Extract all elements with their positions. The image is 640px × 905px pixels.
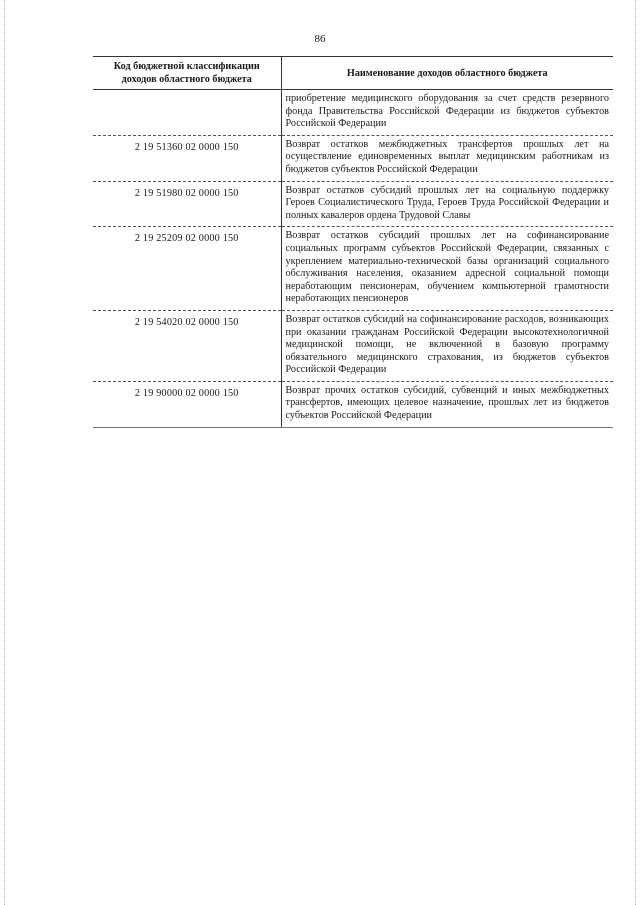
table-row — [93, 227, 613, 311]
table-row — [93, 90, 613, 136]
code-cell: 2 19 54020 02 0000 150 — [93, 310, 281, 381]
name-column-header: Наименование доходов областного бюджета — [281, 57, 613, 90]
code-column-header: Код бюджетной классификации доходов областного бюджета — [93, 57, 281, 90]
name-cell: Возврат остатков субсидий прошлых лет на софинансирование социальных программ субъектов Российской Федерации, связанных с укреплением материально-технической базы организаций социального обслуживания населения, оказанием адресной социальной помощи неработающим пенсионерам, обучением компьютерной грамотности неработающих пенсионеров — [281, 227, 613, 311]
name-cell: Возврат остатков межбюджетных трансфертов прошлых лет на осуществление единовременных выплат медицинским работникам из бюджетов субъектов Российской Федерации — [281, 135, 613, 181]
code-cell: 2 19 90000 02 0000 150 — [93, 381, 281, 427]
name-cell: приобретение медицинского оборудования за счет средств резервного фонда Правительства Российской Федерации из бюджетов субъектов Российской Федерации — [281, 90, 613, 136]
code-cell — [93, 90, 281, 136]
code-cell: 2 19 51360 02 0000 150 — [93, 135, 281, 181]
name-cell: Возврат остатков субсидий прошлых лет на социальную поддержку Героев Социалистического Труда, Героев Труда Российской Федерации и полных кавалеров ордена Трудовой Славы — [281, 181, 613, 227]
page-right-edge — [635, 0, 636, 905]
table-row — [93, 135, 613, 181]
table-header-row — [93, 57, 613, 90]
page-number: 86 — [314, 33, 326, 45]
table-row — [93, 381, 613, 427]
table-row — [93, 181, 613, 227]
code-cell: 2 19 25209 02 0000 150 — [93, 227, 281, 311]
name-cell: Возврат прочих остатков субсидий, субвенций и иных межбюджетных трансфертов, имеющих целевое назначение, прошлых лет из бюджетов субъектов Российской Федерации — [281, 381, 613, 427]
page-left-edge — [4, 0, 5, 905]
name-cell: Возврат остатков субсидий на софинансирование расходов, возникающих при оказании гражданам Российской Федерации высокотехнологичной медицинской помощи, не включенной в базовую программу обязательного медицинского страхования, из бюджетов субъектов Российской Федерации — [281, 310, 613, 381]
code-cell: 2 19 51980 02 0000 150 — [93, 181, 281, 227]
table-row — [93, 310, 613, 381]
budget-classification-table — [93, 56, 613, 428]
